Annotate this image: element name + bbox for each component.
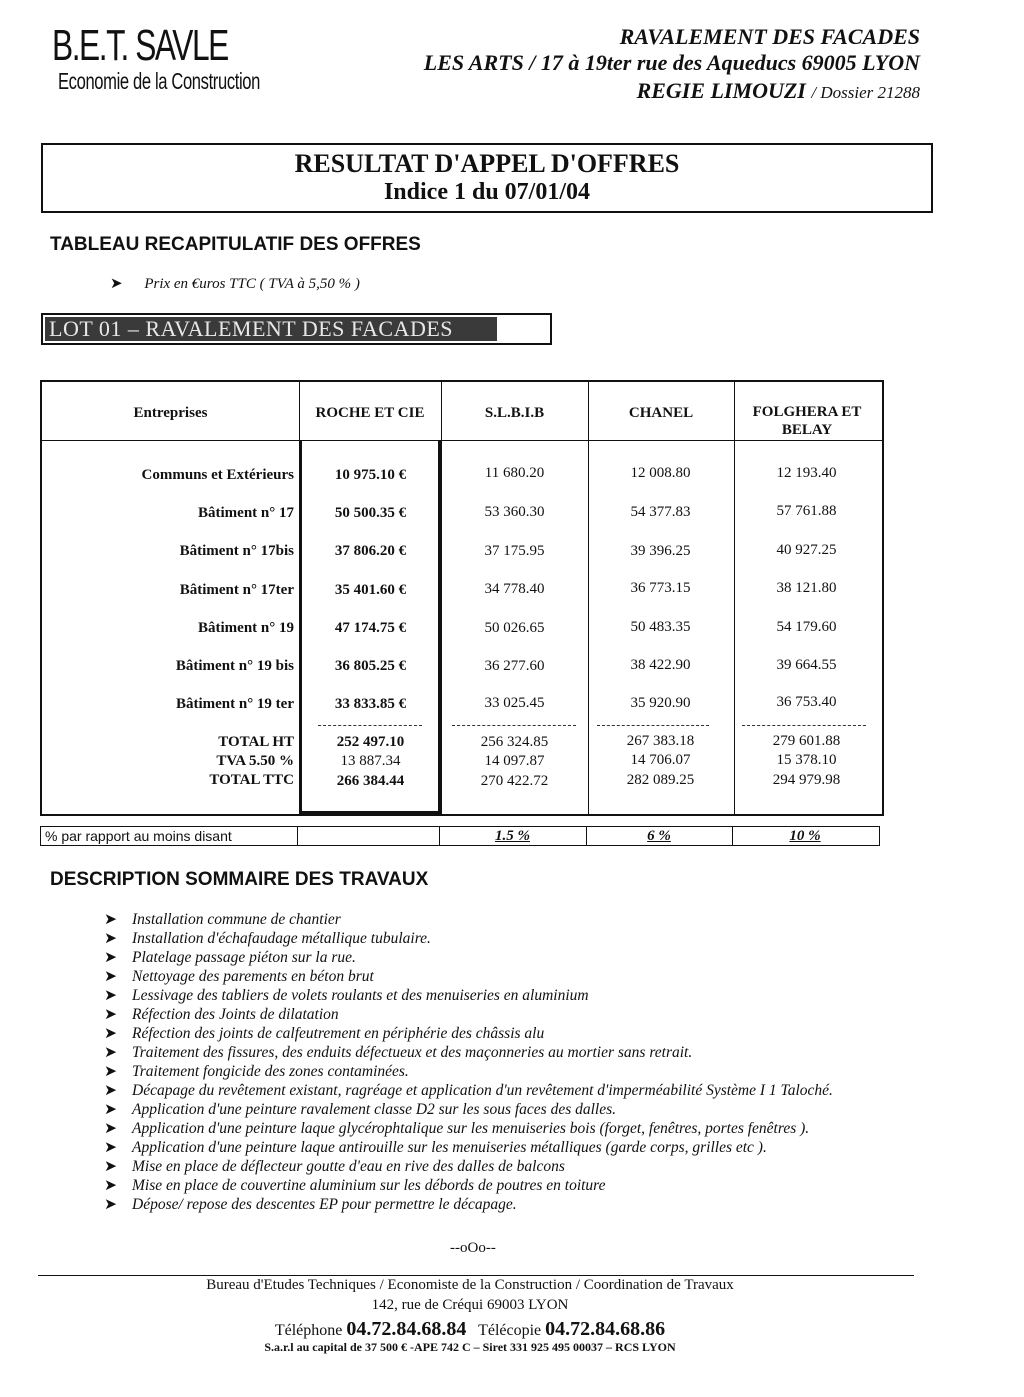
table-cell: 270 422.72 <box>480 773 549 789</box>
table-cell: 15 378.10 <box>776 752 837 768</box>
table-cell: 12 193.40 <box>776 465 837 481</box>
separator-ooo: --oOo-- <box>450 1240 496 1256</box>
table-cell: 35 401.60 € <box>334 582 407 598</box>
list-item: ➤ Nettoyage des parements en béton brut <box>104 968 374 985</box>
footer-company-description: Bureau d'Etudes Techniques / Economiste de la Construction / Coordination de Travaux <box>206 1277 734 1293</box>
result-index-date: Indice 1 du 07/01/04 <box>383 179 591 205</box>
totals-separator <box>452 725 576 726</box>
arrow-bullet-icon: ➤ <box>104 1177 117 1194</box>
footer-legal: S.a.r.l au capital de 37 500 € -APE 742 C – Siret 331 925 495 00037 – RCS LYON <box>264 1340 676 1354</box>
list-item: ➤ Lessivage des tabliers de volets roulants et des menuiseries en aluminium <box>104 987 589 1004</box>
table-cell: 12 008.80 <box>630 465 691 481</box>
regie-name: REGIE LIMOUZI <box>636 78 806 103</box>
table-header-divider <box>42 440 882 441</box>
project-regie <box>637 80 920 102</box>
row-label: TOTAL HT <box>218 734 294 750</box>
result-title: RESULTAT D'APPEL D'OFFRES <box>294 149 680 178</box>
row-label: Bâtiment n° 17bis <box>179 543 294 559</box>
row-label: Bâtiment n° 19 <box>198 620 294 636</box>
phone-number: 04.72.84.68.84 <box>346 1318 467 1340</box>
table-cell: 33 833.85 € <box>334 696 407 712</box>
list-item: ➤ Installation commune de chantier <box>104 911 341 928</box>
table-cell: 50 026.65 <box>484 620 545 636</box>
offers-table <box>40 380 884 816</box>
arrow-bullet-icon: ➤ <box>104 1006 117 1023</box>
table-cell: 37 175.95 <box>484 543 545 559</box>
arrow-bullet-icon: ➤ <box>104 1120 117 1137</box>
percentage-cell: 6 % <box>647 828 671 844</box>
table-cell: 11 680.20 <box>484 465 545 481</box>
price-note-text: Prix en €uros TTC ( TVA à 5,50 % ) <box>144 276 360 292</box>
fax-number: 04.72.84.68.86 <box>545 1318 666 1340</box>
percentage-cell: 1.5 % <box>495 828 530 844</box>
table-cell: 39 664.55 <box>776 657 837 673</box>
table-cell: 54 179.60 <box>776 619 837 635</box>
footer-divider <box>38 1275 914 1276</box>
arrow-bullet-icon: ➤ <box>104 1063 117 1080</box>
row-label: Bâtiment n° 17ter <box>179 582 294 598</box>
company-logo-subtitle: Economie de la Construction <box>58 68 261 94</box>
table-cell: 13 887.34 <box>340 753 401 769</box>
table-cell: 36 773.15 <box>630 580 691 596</box>
arrow-bullet-icon: ➤ <box>104 1044 117 1061</box>
arrow-bullet-icon: ➤ <box>104 930 117 947</box>
result-title-box <box>41 143 933 213</box>
table-cell: 294 979.98 <box>772 772 841 788</box>
totals-separator <box>742 725 866 726</box>
table-cell: 39 396.25 <box>630 543 691 559</box>
description-list <box>104 910 833 1214</box>
table-cell: 38 422.90 <box>630 657 691 673</box>
table-cell: 10 975.10 € <box>334 467 407 483</box>
arrow-bullet-icon: ➤ <box>104 1025 117 1042</box>
table-cell: 54 377.83 <box>630 504 691 520</box>
list-item: ➤ Application d'une peinture laque antirouille sur les menuiseries métalliques (garde corps, grilles etc ). <box>104 1139 767 1156</box>
table-cell: 252 497.10 <box>336 734 405 750</box>
table-cell: 33 025.45 <box>484 695 545 711</box>
arrow-bullet-icon: ➤ <box>110 276 123 292</box>
arrow-bullet-icon: ➤ <box>104 1196 117 1213</box>
percentage-row <box>40 826 880 846</box>
list-item: ➤ Réfection des joints de calfeutrement en périphérie des châssis alu <box>104 1025 545 1042</box>
summary-heading: TABLEAU RECAPITULATIF DES OFFRES <box>50 234 421 255</box>
table-cell: 279 601.88 <box>772 733 841 749</box>
row-label: Communs et Extérieurs <box>141 467 294 483</box>
company-logo-title: B.E.T. SAVLE <box>52 21 228 70</box>
company-header: S.L.B.I.B <box>484 405 545 421</box>
table-cell: 53 360.30 <box>484 504 545 520</box>
company-header: FOLGHERA ET BELAY <box>752 404 862 438</box>
list-item: ➤ Traitement des fissures, des enduits défectueux et des maçonneries au mortier sans retrait. <box>104 1044 693 1061</box>
row-label: TOTAL TTC <box>209 772 294 788</box>
table-cell: 256 324.85 <box>480 734 549 750</box>
table-cell: 36 805.25 € <box>334 658 407 674</box>
list-item: ➤ Mise en place de couvertine aluminium sur les débords de poutres en toiture <box>104 1177 606 1194</box>
table-divider <box>297 827 298 845</box>
list-item: ➤ Application d'une peinture ravalement classe D2 sur les sous faces des dalles. <box>104 1101 617 1118</box>
arrow-bullet-icon: ➤ <box>104 911 117 928</box>
phone-label: Téléphone <box>274 1322 343 1339</box>
arrow-bullet-icon: ➤ <box>104 949 117 966</box>
list-item: ➤ Décapage du revêtement existant, ragréage et application d'un revêtement d'imperméabilité Système I 1 Taloché. <box>104 1082 833 1099</box>
list-item: ➤ Réfection des Joints de dilatation <box>104 1006 339 1023</box>
table-cell: 50 483.35 <box>630 619 691 635</box>
arrow-bullet-icon: ➤ <box>104 987 117 1004</box>
footer-contacts <box>0 1318 940 1341</box>
company-header: CHANEL <box>628 405 694 421</box>
table-cell: 282 089.25 <box>626 772 695 788</box>
list-item: ➤ Installation d'échafaudage métallique tubulaire. <box>104 930 431 947</box>
percentage-cell: 10 % <box>789 828 821 844</box>
table-header-label: Entreprises <box>133 405 208 421</box>
table-cell: 14 706.07 <box>630 752 691 768</box>
row-label: TVA 5.50 % <box>216 753 294 769</box>
list-item: ➤ Traitement fongicide des zones contaminées. <box>104 1063 409 1080</box>
table-cell: 36 277.60 <box>484 658 545 674</box>
arrow-bullet-icon: ➤ <box>104 1101 117 1118</box>
description-heading: DESCRIPTION SOMMAIRE DES TRAVAUX <box>50 869 429 890</box>
arrow-bullet-icon: ➤ <box>104 968 117 985</box>
arrow-bullet-icon: ➤ <box>104 1139 117 1156</box>
list-item: ➤ Mise en place de déflecteur goutte d'eau en rive des dalles de balcons <box>104 1158 565 1175</box>
list-item: ➤ Platelage passage piéton sur la rue. <box>104 949 356 966</box>
row-label: Bâtiment n° 17 <box>198 505 294 521</box>
table-cell: 34 778.40 <box>484 581 545 597</box>
table-cell: 35 920.90 <box>630 695 691 711</box>
table-cell: 38 121.80 <box>776 580 837 596</box>
project-address: LES ARTS / 17 à 19ter rue des Aqueducs 69005 LYON <box>423 50 920 75</box>
table-cell: 57 761.88 <box>776 503 837 519</box>
table-cell: 266 384.44 <box>336 773 405 789</box>
table-cell: 50 500.35 € <box>334 505 407 521</box>
company-header: ROCHE ET CIE <box>315 405 425 421</box>
footer-address: 142, rue de Créqui 69003 LYON <box>371 1297 569 1313</box>
project-title: RAVALEMENT DES FACADES <box>619 24 920 49</box>
row-label: Bâtiment n° 19 ter <box>175 696 294 712</box>
totals-separator <box>597 725 709 726</box>
fax-label: Télécopie <box>478 1322 542 1339</box>
table-cell: 37 806.20 € <box>334 543 407 559</box>
arrow-bullet-icon: ➤ <box>104 1158 117 1175</box>
list-item: ➤ Dépose/ repose des descentes EP pour permettre le décapage. <box>104 1196 517 1213</box>
table-cell: 47 174.75 € <box>334 620 407 636</box>
list-item: ➤ Application d'une peinture laque glycérophtalique sur les menuiseries bois (forget, fenêtres, portes fenêtres ). <box>104 1120 810 1137</box>
lot-title: LOT 01 – RAVALEMENT DES FACADES <box>45 317 497 341</box>
table-cell: 36 753.40 <box>776 694 837 710</box>
dossier-number: / Dossier 21288 <box>811 83 920 102</box>
table-cell: 40 927.25 <box>776 542 837 558</box>
percentage-label: % par rapport au moins disant <box>45 828 232 844</box>
row-label: Bâtiment n° 19 bis <box>175 658 294 674</box>
totals-separator <box>318 725 422 726</box>
table-cell: 267 383.18 <box>626 733 695 749</box>
price-note <box>110 274 360 293</box>
table-cell: 14 097.87 <box>484 753 545 769</box>
lot-box <box>41 313 552 345</box>
arrow-bullet-icon: ➤ <box>104 1082 117 1099</box>
